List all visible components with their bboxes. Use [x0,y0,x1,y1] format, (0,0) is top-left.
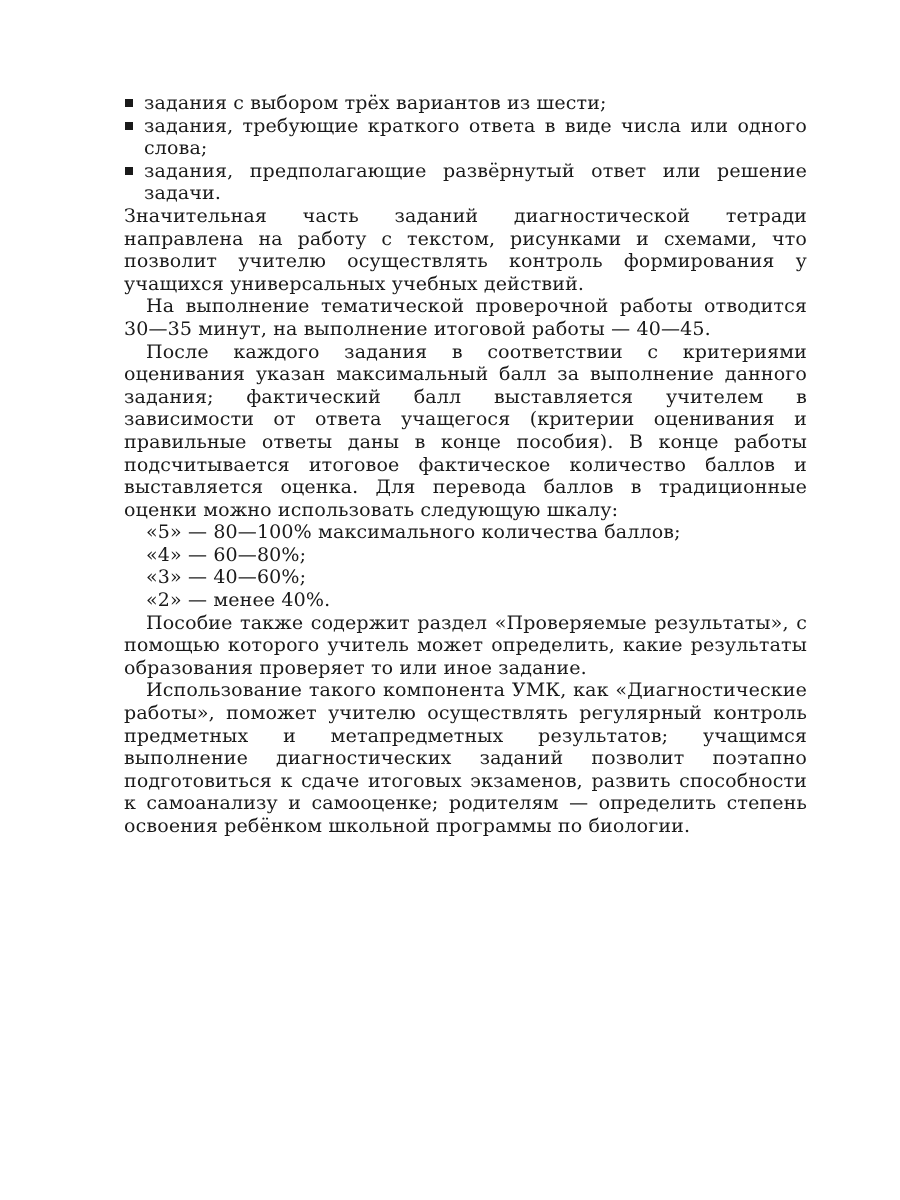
bullet-text: задания, требующие краткого ответа в виде числа или одного слова; [144,114,807,160]
grade-scale-line: «2» — менее 40%. [146,589,331,612]
bullet-item [124,92,807,115]
square-bullet-icon [125,122,133,130]
paragraph-time-allotted: На выполнение тематической проверочной работы отводится 30—35 минут, на выполнение итоговой работы — 40—45. [124,295,807,340]
paragraph-umk-usage: Использование такого компонента УМК, как «Диагностические работы», поможет учителю осуществлять регулярный контроль предметных и метапредметных результатов; учащимся выполнение диагностических заданий позволит поэтапно подготовиться к сдаче итоговых экзаменов, развить способности к самоанализу и самооценке; родителям — определить степень освоения ребёнком школьной программы по биологии. [124,679,807,837]
square-bullet-icon [125,99,133,107]
bullet-item [124,115,807,160]
grade-scale-line: «3» — 40—60%; [146,566,307,589]
bullet-item [124,160,807,205]
bullet-text: задания с выбором трёх вариантов из шести; [144,92,607,114]
document-page [124,92,807,838]
paragraph-grading-criteria: После каждого задания в соответствии с критериями оценивания указан максимальный балл за выполнение данного задания; фактический балл выставляется учителем в зависимости от ответа учащегося (критерии оценивания и правильные ответы даны в конце пособия). В конце работы подсчитывается итоговое фактическое количество баллов и выставляется оценка. Для перевода баллов в традиционные оценки можно использовать следующую шкалу: [124,340,807,521]
square-bullet-icon [125,167,133,175]
grade-scale-line: «5» — 80—100% максимального количества баллов; [146,521,681,544]
paragraph-diagnostic-notebook: Значительная часть заданий диагностической тетради направлена на работу с текстом, рисунками и схемами, что позволит учителю осуществлять контроль формирования у учащихся универсальных учебных действий. [124,204,807,295]
grade-scale-line: «4» — 60—80%; [146,543,307,566]
bullet-text: задания, предполагающие развёрнутый ответ или решение задачи. [144,159,807,205]
paragraph-checked-results: Пособие также содержит раздел «Проверяемые результаты», с помощью которого учитель может определить, какие результаты образования проверяет то или иное задание. [124,611,807,679]
